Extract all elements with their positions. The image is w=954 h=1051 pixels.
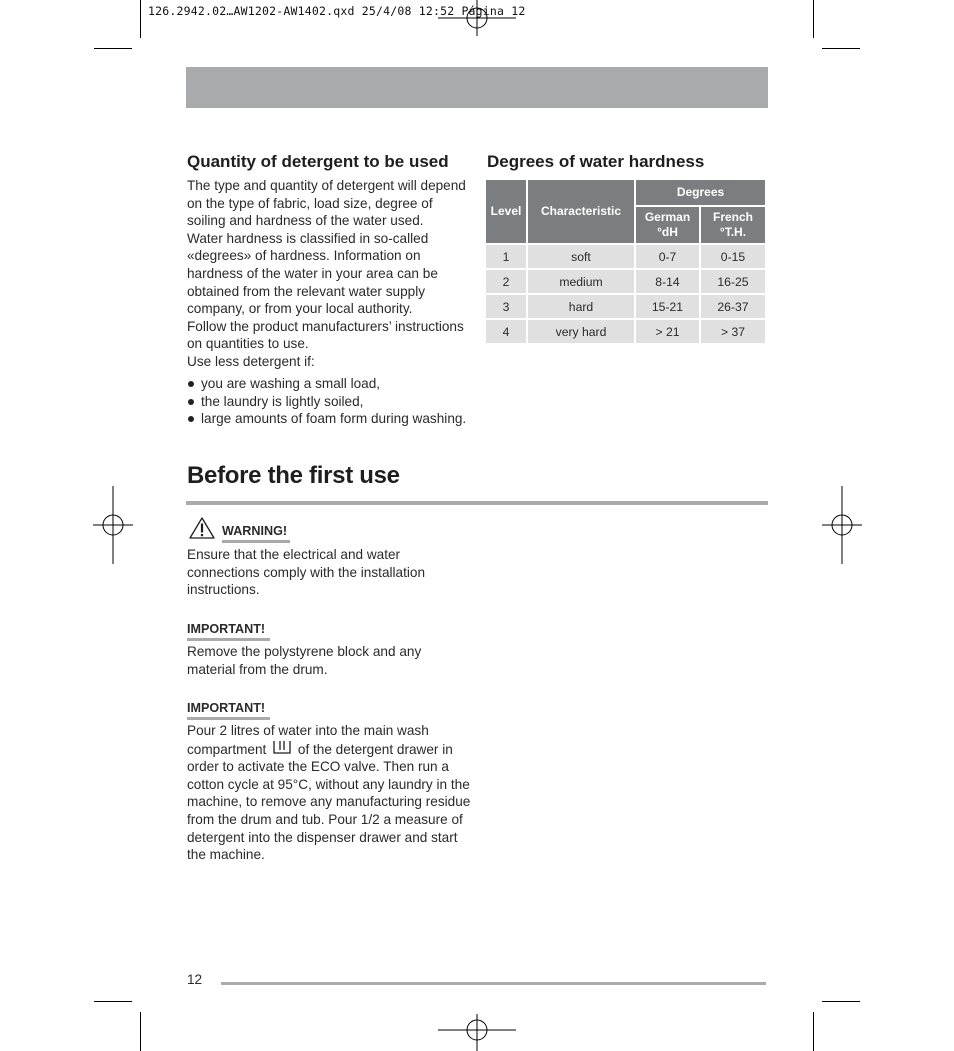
text-line: order to activate the ECO valve. Then run a (187, 759, 449, 775)
col-degrees-header: Degrees (636, 180, 765, 205)
level-cell: 3 (486, 295, 526, 318)
warning-underline (222, 540, 290, 543)
text-line: Follow the product manufacturers’ instructions (187, 318, 464, 334)
section-title: Before the first use (187, 462, 400, 489)
col-german-header: German °dH (636, 207, 699, 243)
characteristic-cell: very hard (528, 320, 634, 343)
list-item: you are washing a small load, (187, 375, 487, 393)
german-cell: 8-14 (636, 270, 699, 293)
bullet-icon (188, 416, 194, 422)
registration-mark-right (822, 486, 862, 564)
hardness-table (484, 178, 767, 345)
detergent-bullet-list (187, 375, 487, 428)
warning-triangle-icon (188, 516, 216, 540)
text-line: detergent into the dispenser drawer and start (187, 829, 458, 845)
german-cell: 0-7 (636, 245, 699, 268)
text-line: company, or from your local authority. (187, 301, 413, 317)
french-cell: 0-15 (701, 245, 765, 268)
text-line: material from the drum. (187, 661, 328, 677)
text-line: on quantities to use. (187, 336, 309, 352)
warning-label: WARNING! (222, 524, 288, 538)
german-cell: > 21 (636, 320, 699, 343)
text-line: on the type of fabric, load size, degree of (187, 195, 433, 211)
registration-mark-top (438, 0, 516, 40)
text-line: cotton cycle at 95°C, without any laundry in the (187, 776, 470, 792)
important-label: IMPORTANT! (187, 622, 266, 636)
text-line: machine, to remove any manufacturing residue (187, 794, 471, 810)
text-line: soiling and hardness of the water used. (187, 213, 424, 229)
table-row (486, 295, 765, 318)
list-item: the laundry is lightly soiled, (187, 393, 487, 411)
main-wash-compartment-icon (272, 740, 292, 755)
characteristic-cell: medium (528, 270, 634, 293)
detergent-paragraph (187, 177, 477, 371)
text-line: The type and quantity of detergent will depend (187, 178, 466, 193)
important-underline (187, 638, 270, 641)
level-cell: 1 (486, 245, 526, 268)
col-characteristic-header: Characteristic (528, 180, 634, 243)
text-line: Water hardness is classified in so-called (187, 230, 429, 246)
text-line: Ensure that the electrical and water (187, 547, 401, 562)
registration-mark-left (93, 486, 133, 564)
important-label: IMPORTANT! (187, 701, 266, 715)
warning-text (187, 546, 477, 599)
french-cell: 16-25 (701, 270, 765, 293)
french-cell: > 37 (701, 320, 765, 343)
important-text (187, 643, 477, 678)
level-cell: 4 (486, 320, 526, 343)
table-row (486, 245, 765, 268)
bullet-icon (188, 399, 194, 405)
text-line: connections comply with the installation (187, 564, 426, 580)
footer-rule (221, 982, 766, 985)
detergent-heading: Quantity of detergent to be used (187, 152, 449, 171)
list-item: large amounts of foam form during washing. (187, 410, 487, 428)
bullet-icon (188, 381, 194, 387)
col-french-header: French °T.H. (701, 207, 765, 243)
registration-mark-bottom (438, 1012, 516, 1051)
text-line: Use less detergent if: (187, 353, 315, 369)
col-level-header: Level (486, 180, 526, 243)
text-line: the machine. (187, 847, 265, 863)
characteristic-cell: hard (528, 295, 634, 318)
important-underline (187, 717, 270, 720)
page-number: 12 (187, 972, 203, 987)
section-rule (186, 501, 768, 505)
text-line: compartment of the detergent drawer in (187, 741, 453, 757)
french-cell: 26-37 (701, 295, 765, 318)
text-line: from the drum and tub. Pour 1/2 a measure of (187, 811, 463, 827)
hardness-heading: Degrees of water hardness (487, 152, 705, 171)
text-line: Remove the polystyrene block and any (187, 644, 422, 659)
text-line: obtained from the relevant water supply (187, 283, 426, 299)
text-line: «degrees» of hardness. Information on (187, 248, 421, 264)
text-line: Pour 2 litres of water into the main wash (187, 723, 429, 738)
header-bar (186, 67, 768, 108)
file-slug: 126.2942.02…AW1202-AW1402.qxd 25/4/08 12:52 Página 12 (148, 4, 526, 18)
important-text (187, 722, 487, 864)
table-row (486, 270, 765, 293)
characteristic-cell: soft (528, 245, 634, 268)
level-cell: 2 (486, 270, 526, 293)
text-line: instructions. (187, 582, 260, 598)
german-cell: 15-21 (636, 295, 699, 318)
table-row (486, 320, 765, 343)
text-line: hardness of the water in your area can be (187, 265, 438, 281)
